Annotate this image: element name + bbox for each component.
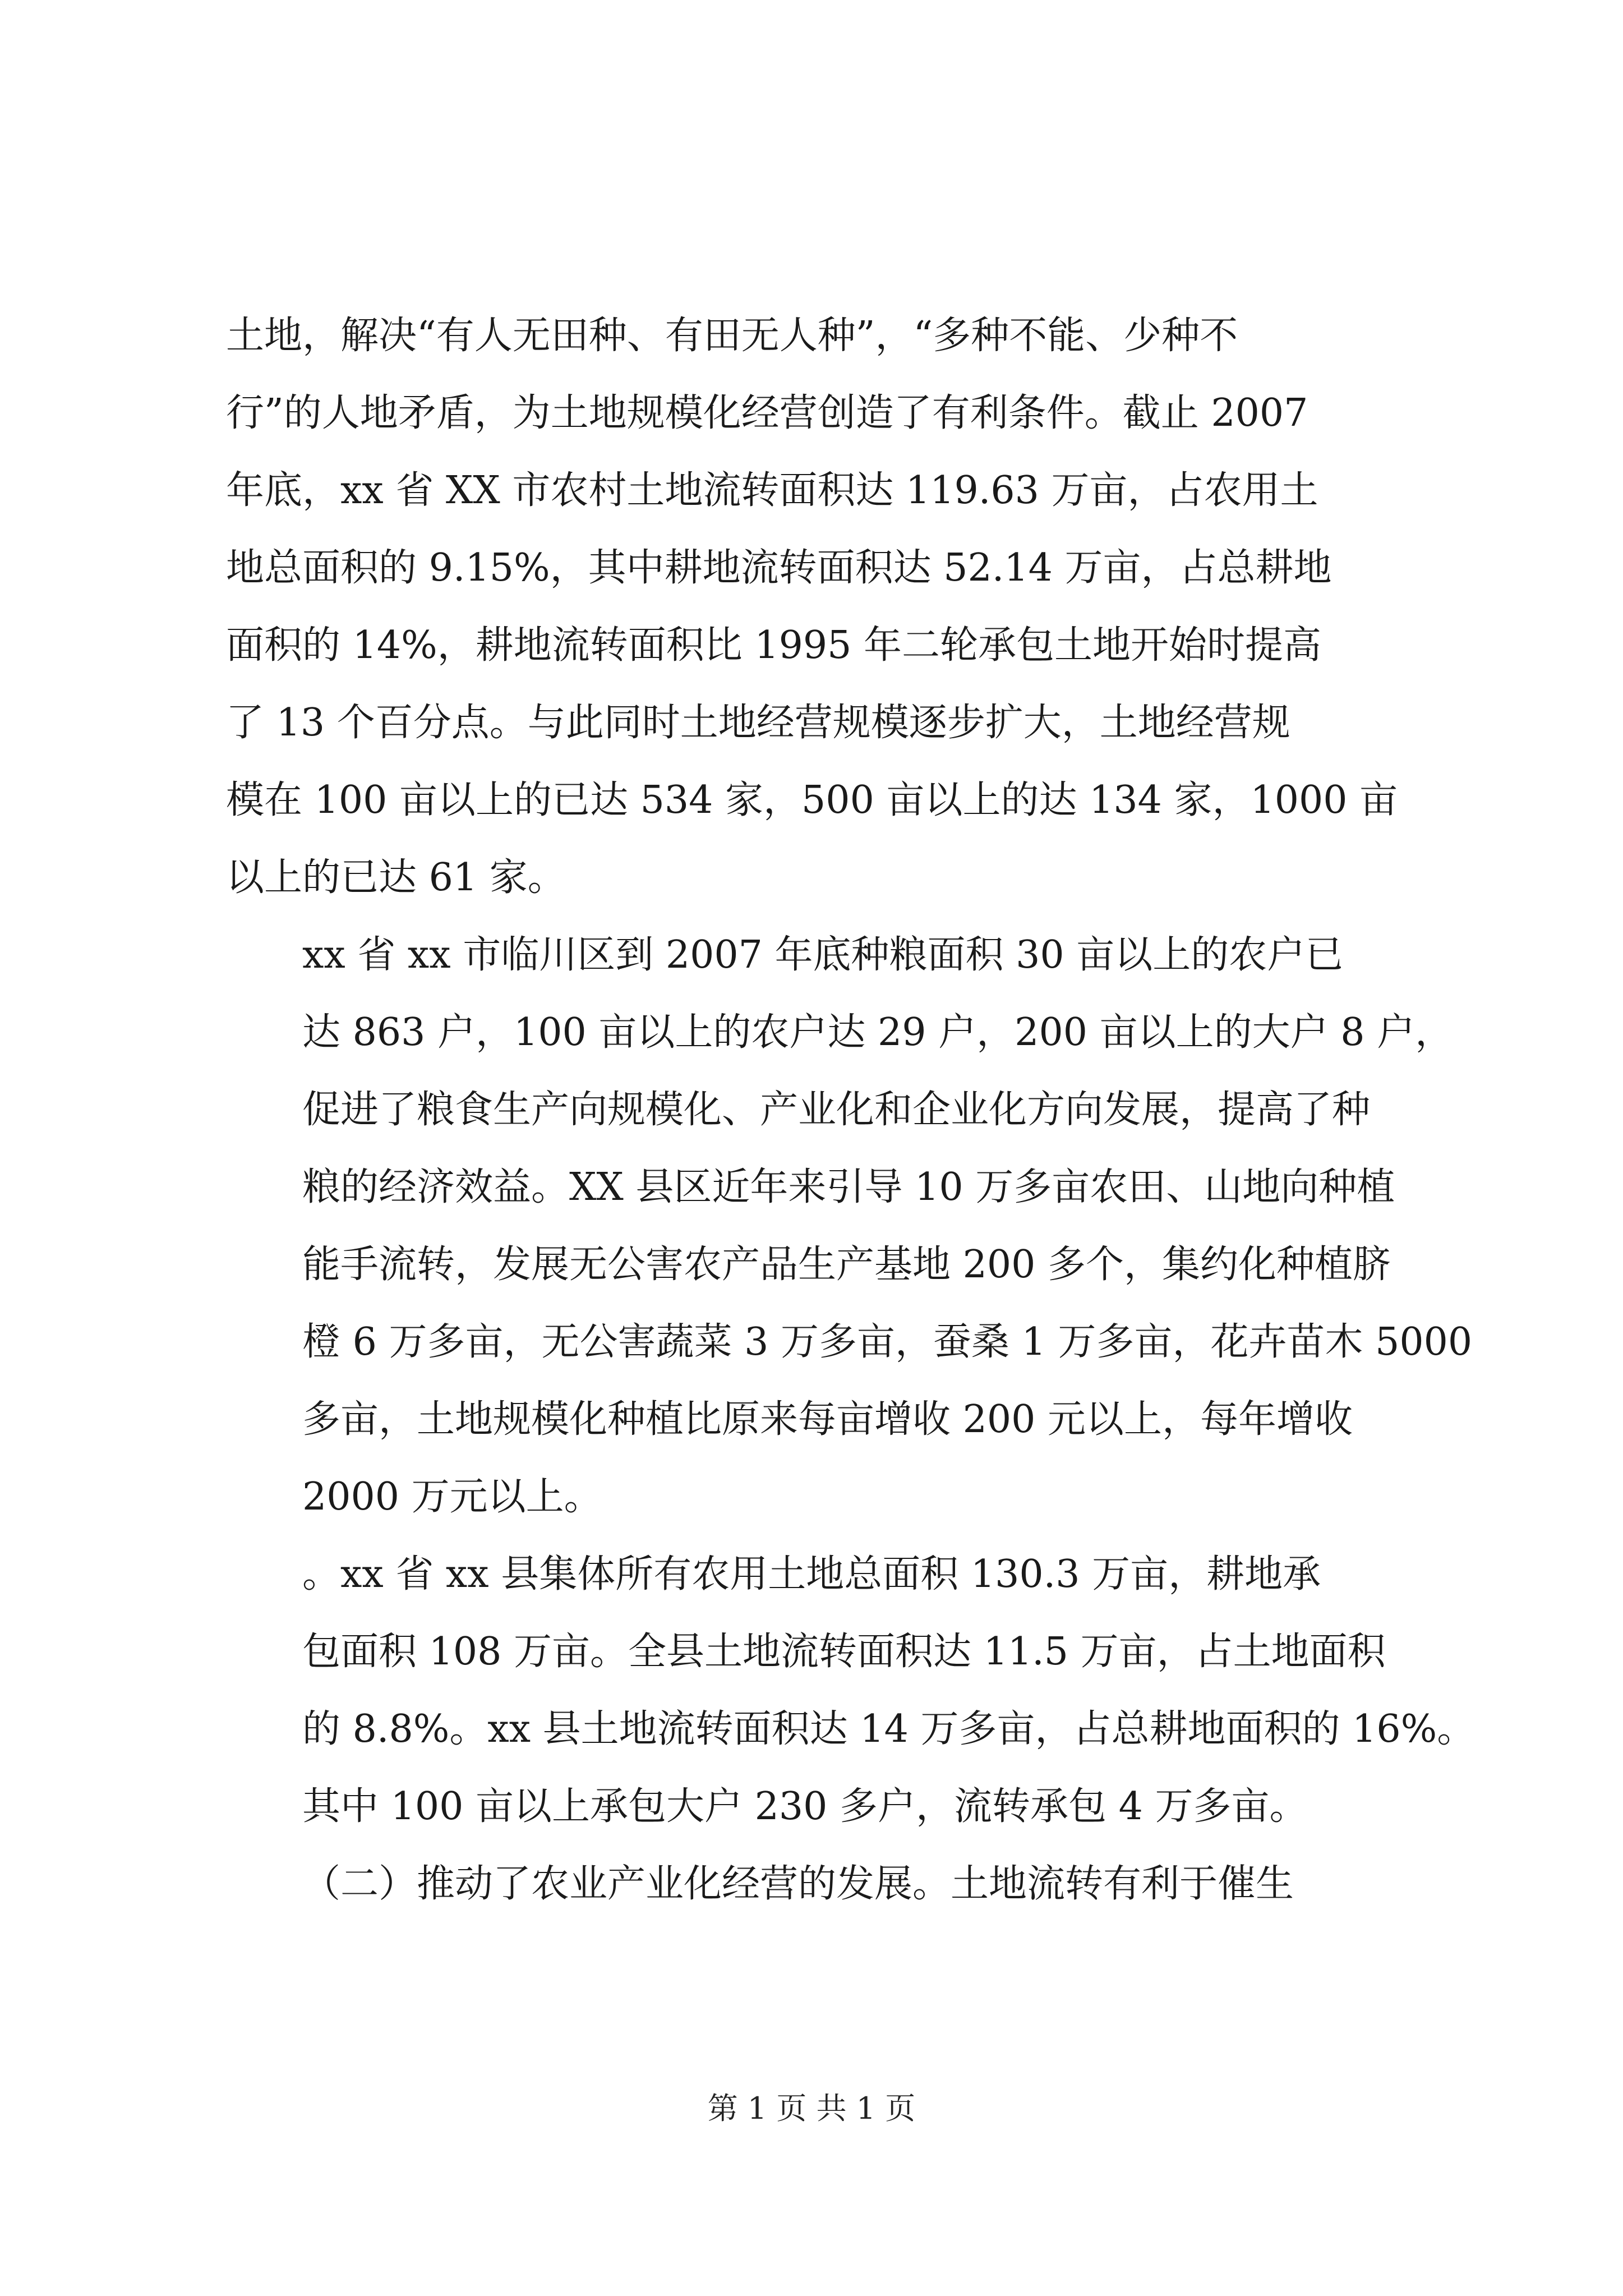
paragraph-line: 其中 100 亩以上承包大户 230 多户，流转承包 4 万多亩。 <box>302 1784 1308 1829</box>
paragraph-line: 能手流转，发展无公害农产品生产基地 200 多个，集约化种植脐 <box>302 1243 1391 1287</box>
paragraph-line: 的 8.8%。xx 县土地流转面积达 14 万多亩，占总耕地面积的 16%。 <box>302 1707 1476 1751</box>
body-paragraph <box>226 1846 1437 1923</box>
paragraph-line: 橙 6 万多亩，无公害蔬菜 3 万多亩，蚕桑 1 万多亩，花卉苗木 5000 <box>302 1320 1473 1364</box>
body-paragraph <box>226 1536 1476 1846</box>
paragraph-line: 面积的 14%，耕地流转面积比 1995 年二轮承包土地开始时提高 <box>226 623 1322 668</box>
body-paragraph <box>226 297 1437 917</box>
paragraph-line: 达 863 户，100 亩以上的农户达 29 户，200 亩以上的大户 8 户， <box>302 1010 1454 1055</box>
paragraph-line: 粮的经济效益。XX 县区近年来引导 10 万多亩农田、山地向种植 <box>302 1165 1395 1209</box>
paragraph-line: 包面积 108 万亩。全县土地流转面积达 11.5 万亩，占土地面积 <box>302 1630 1386 1674</box>
paragraph-line: 。xx 省 xx 县集体所有农用土地总面积 130.3 万亩，耕地承 <box>302 1552 1321 1596</box>
paragraph-line: 行”的人地矛盾，为土地规模化经营创造了有利条件。截止 2007 <box>226 391 1308 435</box>
paragraph-line: 年底，xx 省 XX 市农村土地流转面积达 119.63 万亩，占农用土 <box>226 468 1318 513</box>
paragraph-line: 地总面积的 9.15%，其中耕地流转面积达 52.14 万亩，占总耕地 <box>226 546 1332 590</box>
page-footer: 第 1 页 共 1 页 <box>707 2091 916 2126</box>
paragraph-line: （二）推动了农业产业化经营的发展。土地流转有利于催生 <box>302 1862 1294 1906</box>
paragraph-line: 模在 100 亩以上的已达 534 家，500 亩以上的达 134 家，1000 亩 <box>226 778 1398 822</box>
body-paragraph <box>226 917 1473 1536</box>
document-body <box>226 297 1476 1923</box>
paragraph-line: 以上的已达 61 家。 <box>226 855 566 900</box>
paragraph-line: 多亩，土地规模化种植比原来每亩增收 200 元以上，每年增收 <box>302 1397 1353 1442</box>
paragraph-line: 促进了粮食生产向规模化、产业化和企业化方向发展，提高了种 <box>302 1088 1371 1132</box>
paragraph-line: xx 省 xx 市临川区到 2007 年底种粮面积 30 亩以上的农户已 <box>302 933 1344 977</box>
paragraph-line: 2000 万元以上。 <box>302 1475 602 1519</box>
paragraph-line: 土地，解决“有人无田种、有田无人种”，“多种不能、少种不 <box>226 314 1238 358</box>
paragraph-line: 了 13 个百分点。与此同时土地经营规模逐步扩大，土地经营规 <box>226 701 1290 745</box>
